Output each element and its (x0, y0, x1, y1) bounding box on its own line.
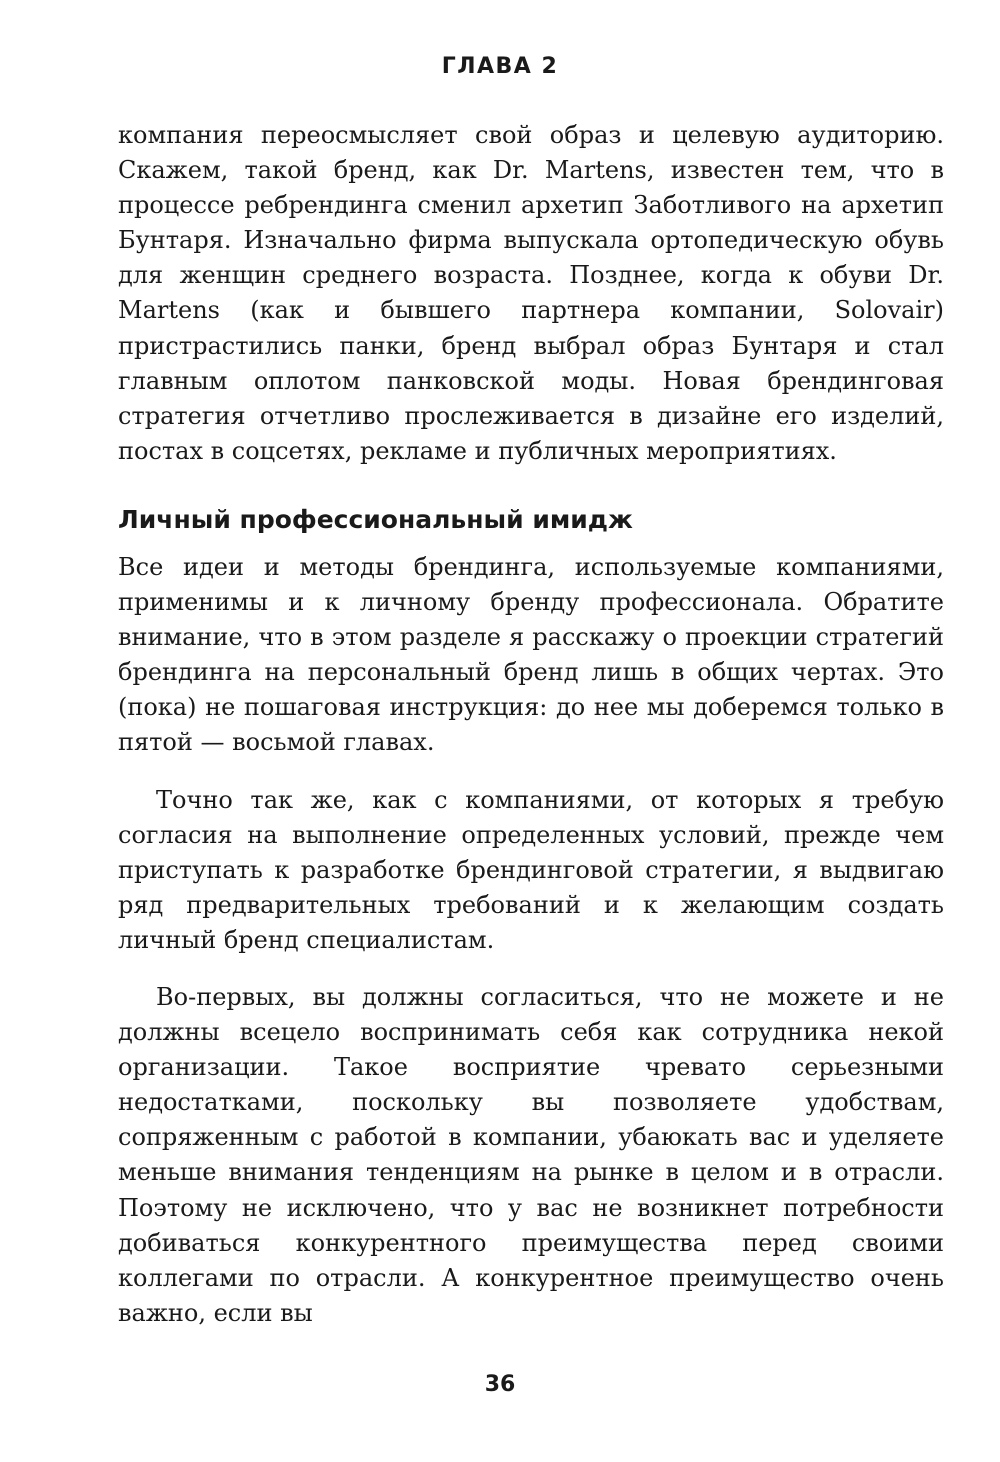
paragraph: Все идеи и методы брендинга, используемые компаниями, применимы и к личному бренду профессионала. Обратите внимание, что в этом разделе я расскажу о проекции стратегий брендинга на персональный бренд лишь в общих чертах. Это (пока) не пошаговая инструкция: до нее мы доберемся только в пятой — восьмой главах. (118, 552, 944, 757)
paragraph: Точно так же, как с компаниями, от которых я требую согласия на выполнение определенных условий, прежде чем приступать к разработке брендинговой стратегии, я выдвигаю ряд предварительных требований и к желающим создать личный бренд специалистам. (118, 785, 944, 954)
section-heading: Личный профессиональный имидж (118, 504, 633, 534)
page-number: 36 (484, 1372, 516, 1397)
paragraph: Во-первых, вы должны согласиться, что не можете и не должны всецело воспринимать себя как сотрудника некой организации. Такое восприятие чревато серьезными недостатками, поскольку вы позволяете удобствам, сопряженным с работой в компании, убаюкать вас и уделяете меньше внимания тенденциям на рынке в целом и в отрасли. Поэтому не исключено, что у вас не возникнет потребности добиваться конкурентного преимущества перед своими коллегами по отрасли. А конкурентное преимущество очень важно, если вы (118, 982, 944, 1327)
page-body (118, 118, 944, 1331)
chapter-header: ГЛАВА 2 (441, 54, 559, 79)
paragraph: компания переосмысляет свой образ и целевую аудиторию. Скажем, такой бренд, как Dr. Martens, известен тем, что в процессе ребрендинга сменил архетип Заботливого на архетип Бунтаря. Изначально фирма выпускала ортопедическую обувь для женщин среднего возраста. Позднее, когда к обуви Dr. Martens (как и бывшего партнера компании, Solovair) пристрастились панки, бренд выбрал образ Бунтаря и стал главным оплотом панковской моды. Новая брендинговая стратегия отчетливо прослеживается в дизайне его изделий, постах в соцсетях, рекламе и публичных мероприятиях. (118, 121, 944, 465)
